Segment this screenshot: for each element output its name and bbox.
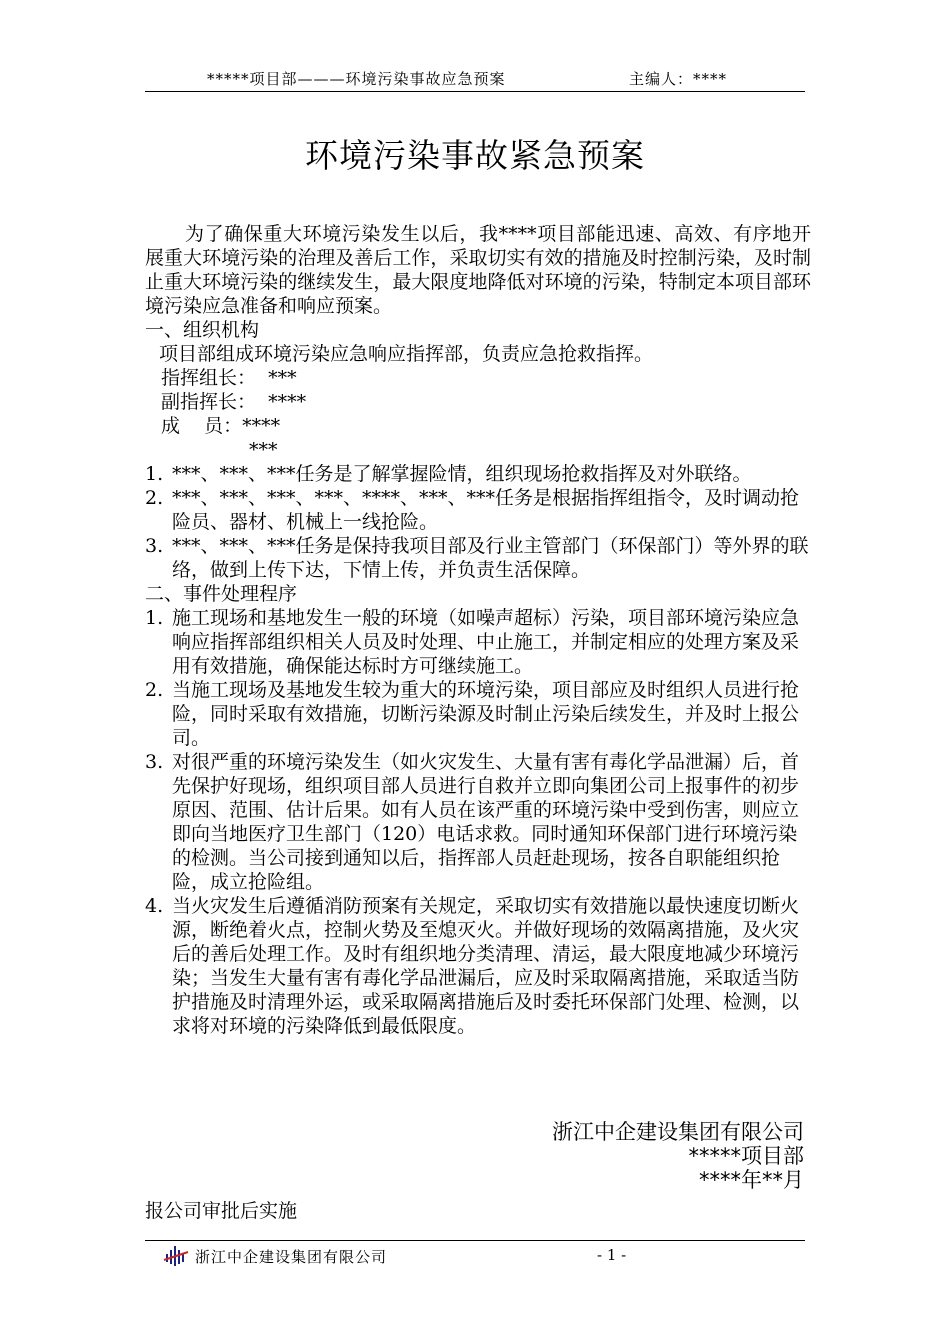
list-number: 3. bbox=[145, 751, 164, 773]
list-number: 1. bbox=[145, 463, 164, 485]
intro-paragraph: 为了确保重大环境污染发生以后，我****项目部能迅速、高效、有序地开展重大环境污染的治理及善后工作，采取切实有效的措施及时控制污染，及时制止重大环境污染的继续发生，最大限度地降低对环境的污染，特制定本项目部环境污染应急准备和响应预案。 bbox=[145, 223, 811, 317]
list-number: 2. bbox=[145, 679, 164, 701]
section2-list-item bbox=[145, 750, 811, 894]
section1-heading: 一、组织机构 bbox=[145, 319, 260, 341]
header-editor-text: 主编人：**** bbox=[629, 70, 728, 88]
list-number: 2. bbox=[145, 487, 164, 509]
section2-heading: 二、事件处理程序 bbox=[145, 583, 298, 605]
list-text: 对很严重的环境污染发生（如火灾发生、大量有害有毒化学品泄漏）后，首先保护好现场，组织项目部人员进行自救并立即向集团公司上报事件的初步原因、范围、估计后果。如有人员在该严重的环境污染中受到伤害，则应立即向当地医疗卫生部门（120）电话求救。同时通知环保部门进行环境污染的检测。当公司接到通知以后，指挥部人员赶赴现场，按各自职能组织抢险，成立抢险组。 bbox=[172, 751, 800, 893]
commander-line: 指挥组长： *** bbox=[161, 367, 297, 389]
header-left-text: *****项目部———环境污染事故应急预案 bbox=[207, 70, 506, 88]
section1-list-item bbox=[145, 486, 811, 534]
list-text: 当火灾发生后遵循消防预案有关规定，采取切实有效措施以最快速度切断火源，断绝着火点，控制火势及至熄灭火。并做好现场的效隔离措施，及火灾后的善后处理工作。及时有组织地分类清理、清运，最大限度地减少环境污染；当发生大量有害有毒化学品泄漏后，应及时采取隔离措施，采取适当防护措施及时清理外运，或采取隔离措施后及时委托环保部门处理、检测，以求将对环境的污染降低到最低限度。 bbox=[172, 895, 800, 1037]
approval-note: 报公司审批后实施 bbox=[145, 1200, 298, 1222]
footer-company: 浙江中企建设集团有限公司 bbox=[195, 1248, 388, 1266]
page-footer bbox=[145, 1240, 805, 1271]
document-title: 环境污染事故紧急预案 bbox=[305, 136, 645, 175]
page-header bbox=[145, 66, 805, 92]
section2-list-item bbox=[145, 678, 811, 750]
document-body bbox=[145, 222, 811, 1038]
section1-description: 项目部组成环境污染应急响应指挥部，负责应急抢救指挥。 bbox=[159, 343, 654, 365]
list-text: 施工现场和基地发生一般的环境（如噪声超标）污染，项目部环境污染应急响应指挥部组织相关人员及时处理、中止施工，并制定相应的处理方案及采用有效措施，确保能达标时方可继续施工。 bbox=[172, 607, 800, 677]
company-logo-icon bbox=[163, 1243, 189, 1269]
list-text: 当施工现场及基地发生较为重大的环境污染，项目部应及时组织人员进行抢险，同时采取有效措施，切断污染源及时制止污染后续发生，并及时上报公司。 bbox=[172, 679, 800, 749]
list-text: ***、***、***、***、****、***、***任务是根据指挥组指令，及时调动抢险员、器材、机械上一线抢险。 bbox=[172, 487, 800, 533]
signature-date: ****年**月 bbox=[699, 1168, 804, 1192]
list-text: ***、***、***任务是保持我项目部及行业主管部门（环保部门）等外界的联络，做到上传下达，下情上传，并负责生活保障。 bbox=[172, 535, 809, 581]
section2-list-item bbox=[145, 894, 811, 1038]
vice-commander-line: 副指挥长： **** bbox=[161, 391, 307, 413]
list-text: ***、***、***任务是了解掌握险情，组织现场抢救指挥及对外联络。 bbox=[172, 463, 752, 485]
list-number: 3. bbox=[145, 535, 164, 557]
section1-list-item bbox=[145, 534, 811, 582]
section1-list-item bbox=[145, 462, 811, 486]
list-number: 1. bbox=[145, 607, 164, 629]
page-number: - 1 - bbox=[597, 1246, 627, 1264]
section2-list-item bbox=[145, 606, 811, 678]
signature-block bbox=[552, 1120, 804, 1192]
signature-company: 浙江中企建设集团有限公司 bbox=[552, 1120, 804, 1144]
members-line: 成 员：**** bbox=[161, 415, 281, 437]
list-number: 4. bbox=[145, 895, 164, 917]
signature-department: *****项目部 bbox=[688, 1144, 804, 1168]
members-line-continued: *** bbox=[249, 439, 278, 461]
